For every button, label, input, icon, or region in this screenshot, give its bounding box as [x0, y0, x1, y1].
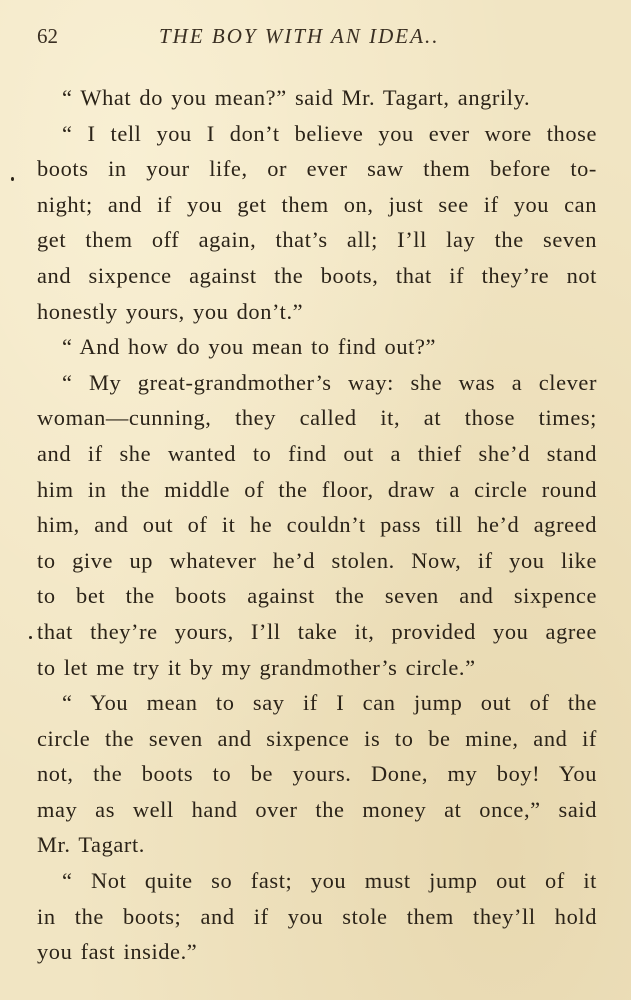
text-line: boots in your life, or ever saw them before to-	[37, 156, 597, 182]
text-line: night; and if you get them on, just see if you can	[37, 191, 597, 217]
text-line: in the boots; and if you stole them they’ll hold	[37, 903, 597, 929]
text-line: may as well hand over the money at once,” said	[37, 796, 597, 822]
text-line: “ You mean to say if I can jump out of the	[62, 690, 597, 716]
text-line: that they’re yours, I’ll take it, provided you agree	[37, 618, 597, 644]
text-line: “ My great-grandmother’s way: she was a clever	[62, 369, 597, 395]
text-line: and sixpence against the boots, that if they’re not	[37, 262, 597, 288]
text-line: honestly yours, you don’t.”	[37, 298, 304, 324]
text-line: Mr. Tagart.	[37, 832, 145, 858]
text-line: to let me try it by my grandmother’s circle.”	[37, 654, 476, 680]
text-line: not, the boots to be yours. Done, my boy! You	[37, 761, 597, 787]
text-line: “ Not quite so fast; you must jump out of it	[62, 868, 597, 894]
ink-speck	[11, 177, 14, 181]
ink-speck	[29, 636, 32, 639]
text-line: “ I tell you I don’t believe you ever wore those	[62, 120, 597, 146]
text-line: “ And how do you mean to find out?”	[62, 334, 437, 360]
text-line: to bet the boots against the seven and sixpence	[37, 583, 597, 609]
running-title: THE BOY WITH AN IDEA..	[159, 24, 440, 48]
body-text	[37, 80, 597, 970]
text-line: you fast inside.”	[37, 939, 198, 965]
page-number: 62	[37, 24, 58, 48]
text-line: get them off again, that’s all; I’ll lay the seven	[37, 227, 597, 253]
text-line: woman—cunning, they called it, at those times;	[37, 405, 597, 431]
running-head	[37, 24, 615, 54]
text-line: to give up whatever he’d stolen. Now, if you like	[37, 547, 597, 573]
text-line: him in the middle of the floor, draw a circle round	[37, 476, 597, 502]
text-line: him, and out of it he couldn’t pass till he’d agreed	[37, 512, 597, 538]
text-line: circle the seven and sixpence is to be mine, and if	[37, 725, 597, 751]
text-line: and if she wanted to find out a thief she’d stand	[37, 440, 597, 466]
text-line: “ What do you mean?” said Mr. Tagart, angrily.	[62, 85, 531, 110]
